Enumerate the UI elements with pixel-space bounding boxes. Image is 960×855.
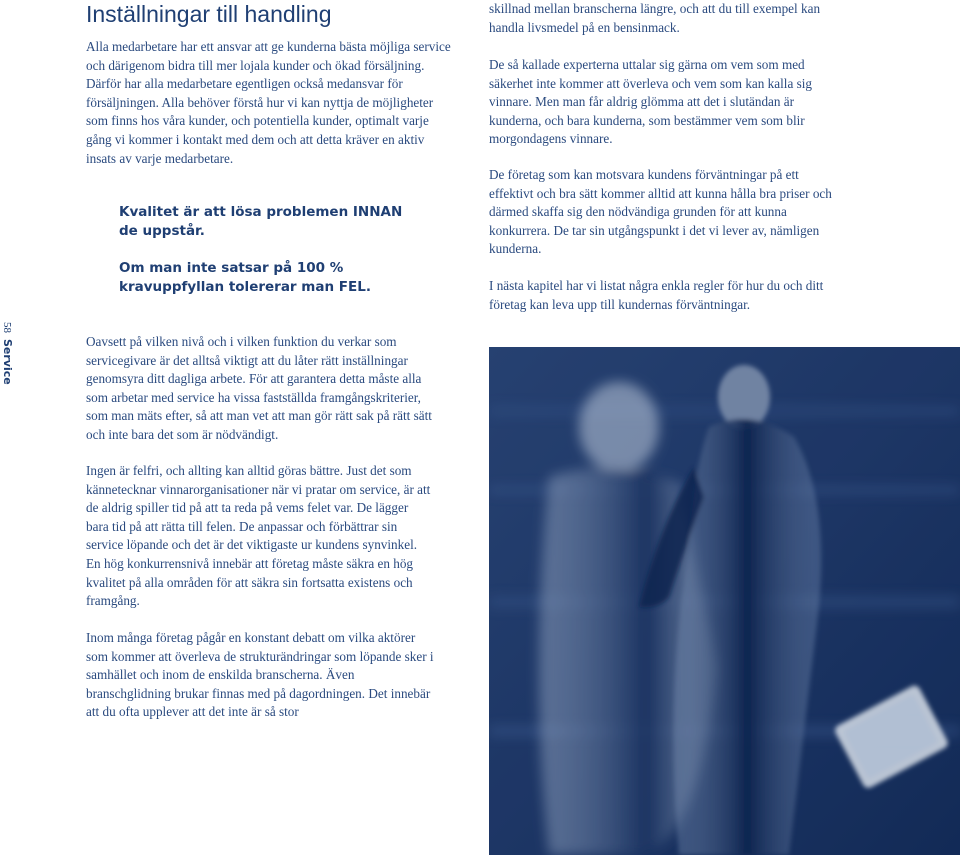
page-title: Inställningar till handling: [86, 1, 332, 27]
right-paragraph-1: skillnad mellan branscherna längre, och att du till exempel kan handla livsmedel på en bensinmack.: [489, 1, 821, 35]
intro-paragraph: Alla medarbetare har ett ansvar att ge kunderna bästa möjliga service och därigenom bidra till mer lojala kunder och ökad försäljning. Därför har alla medarbetare egentligen också medansvar för försäljningen. Alla behöver förstå hur vi kan nyttja de möjligheter som finns hos våra kunder, och potentiella kunder, optimalt varje gång vi kommer i kontakt med dem och att detta kräver en aktiv insats av varje medarbetare.: [86, 39, 451, 166]
page-number: 58: [1, 322, 13, 333]
callout-quality: Kvalitet är att lösa problemen INNAN de uppstår.: [119, 204, 403, 239]
businessmen-walking-photo: [489, 347, 960, 855]
right-paragraph-4: I nästa kapitel har vi listat några enkla regler för hur du och ditt företag kan leva upp till kundernas förväntningar.: [489, 278, 824, 312]
section-name: Service: [1, 339, 14, 385]
body-paragraph-2: Ingen är felfri, och allting kan alltid göras bättre. Just det som kännetecknar vinnarorganisationer när vi pratar om service, är att de aldrig spiller tid på att ta reda på vems felet var. De lägger bara tid på att rätta till felen. De anpassar och förbättrar sin service löpande och det är det viktigaste ur kundens synvinkel. En hög konkurrensnivå innebär att företag måste säkra en hög kvalitet på alla områden för att säkra sin fortsatta existens och framgång.: [86, 463, 431, 609]
right-paragraph-2: De så kallade experterna uttalar sig gärna om vem som med säkerhet inte kommer att överleva och vem som kan kalla sig vinnare. Men man får aldrig glömma att det i slutändan är kunderna, och bara kunderna, som bestämmer vem som blir morgondagens vinnare.: [489, 57, 812, 147]
page-section-label: [0, 322, 14, 402]
body-paragraph-1: Oavsett på vilken nivå och i vilken funktion du verkar som servicegivare är det alltså viktigt att du låter rätt inställningar genomsyra ditt dagliga arbete. För att garantera detta måste alla som arbetar med service ha vissa fastställda framgångskriterier, som man mäts efter, så att man vet att man gör rätt sak på rätt sätt och inte bara det som är nödvändigt.: [86, 334, 432, 442]
right-paragraph-3: De företag som kan motsvara kundens förväntningar på ett effektivt och bra sätt kommer alltid att kunna hålla bra priser och därmed skaffa sig den nödvändiga grunden för att kunna konkurrera. De tar sin utgångspunkt i det vi lever av, nämligen kunderna.: [489, 167, 832, 257]
callout-requirements: Om man inte satsar på 100 % kravuppfyllan tolererar man FEL.: [119, 260, 371, 295]
body-paragraph-3: Inom många företag pågår en konstant debatt om vilka aktörer som kommer att överleva de strukturändringar som löpande sker i samhället och inom de enskilda branscherna. Även branschglidning brukar finnas med på dagordningen. Det innebär att du ofta upplever att det inte är så stor: [86, 630, 434, 720]
